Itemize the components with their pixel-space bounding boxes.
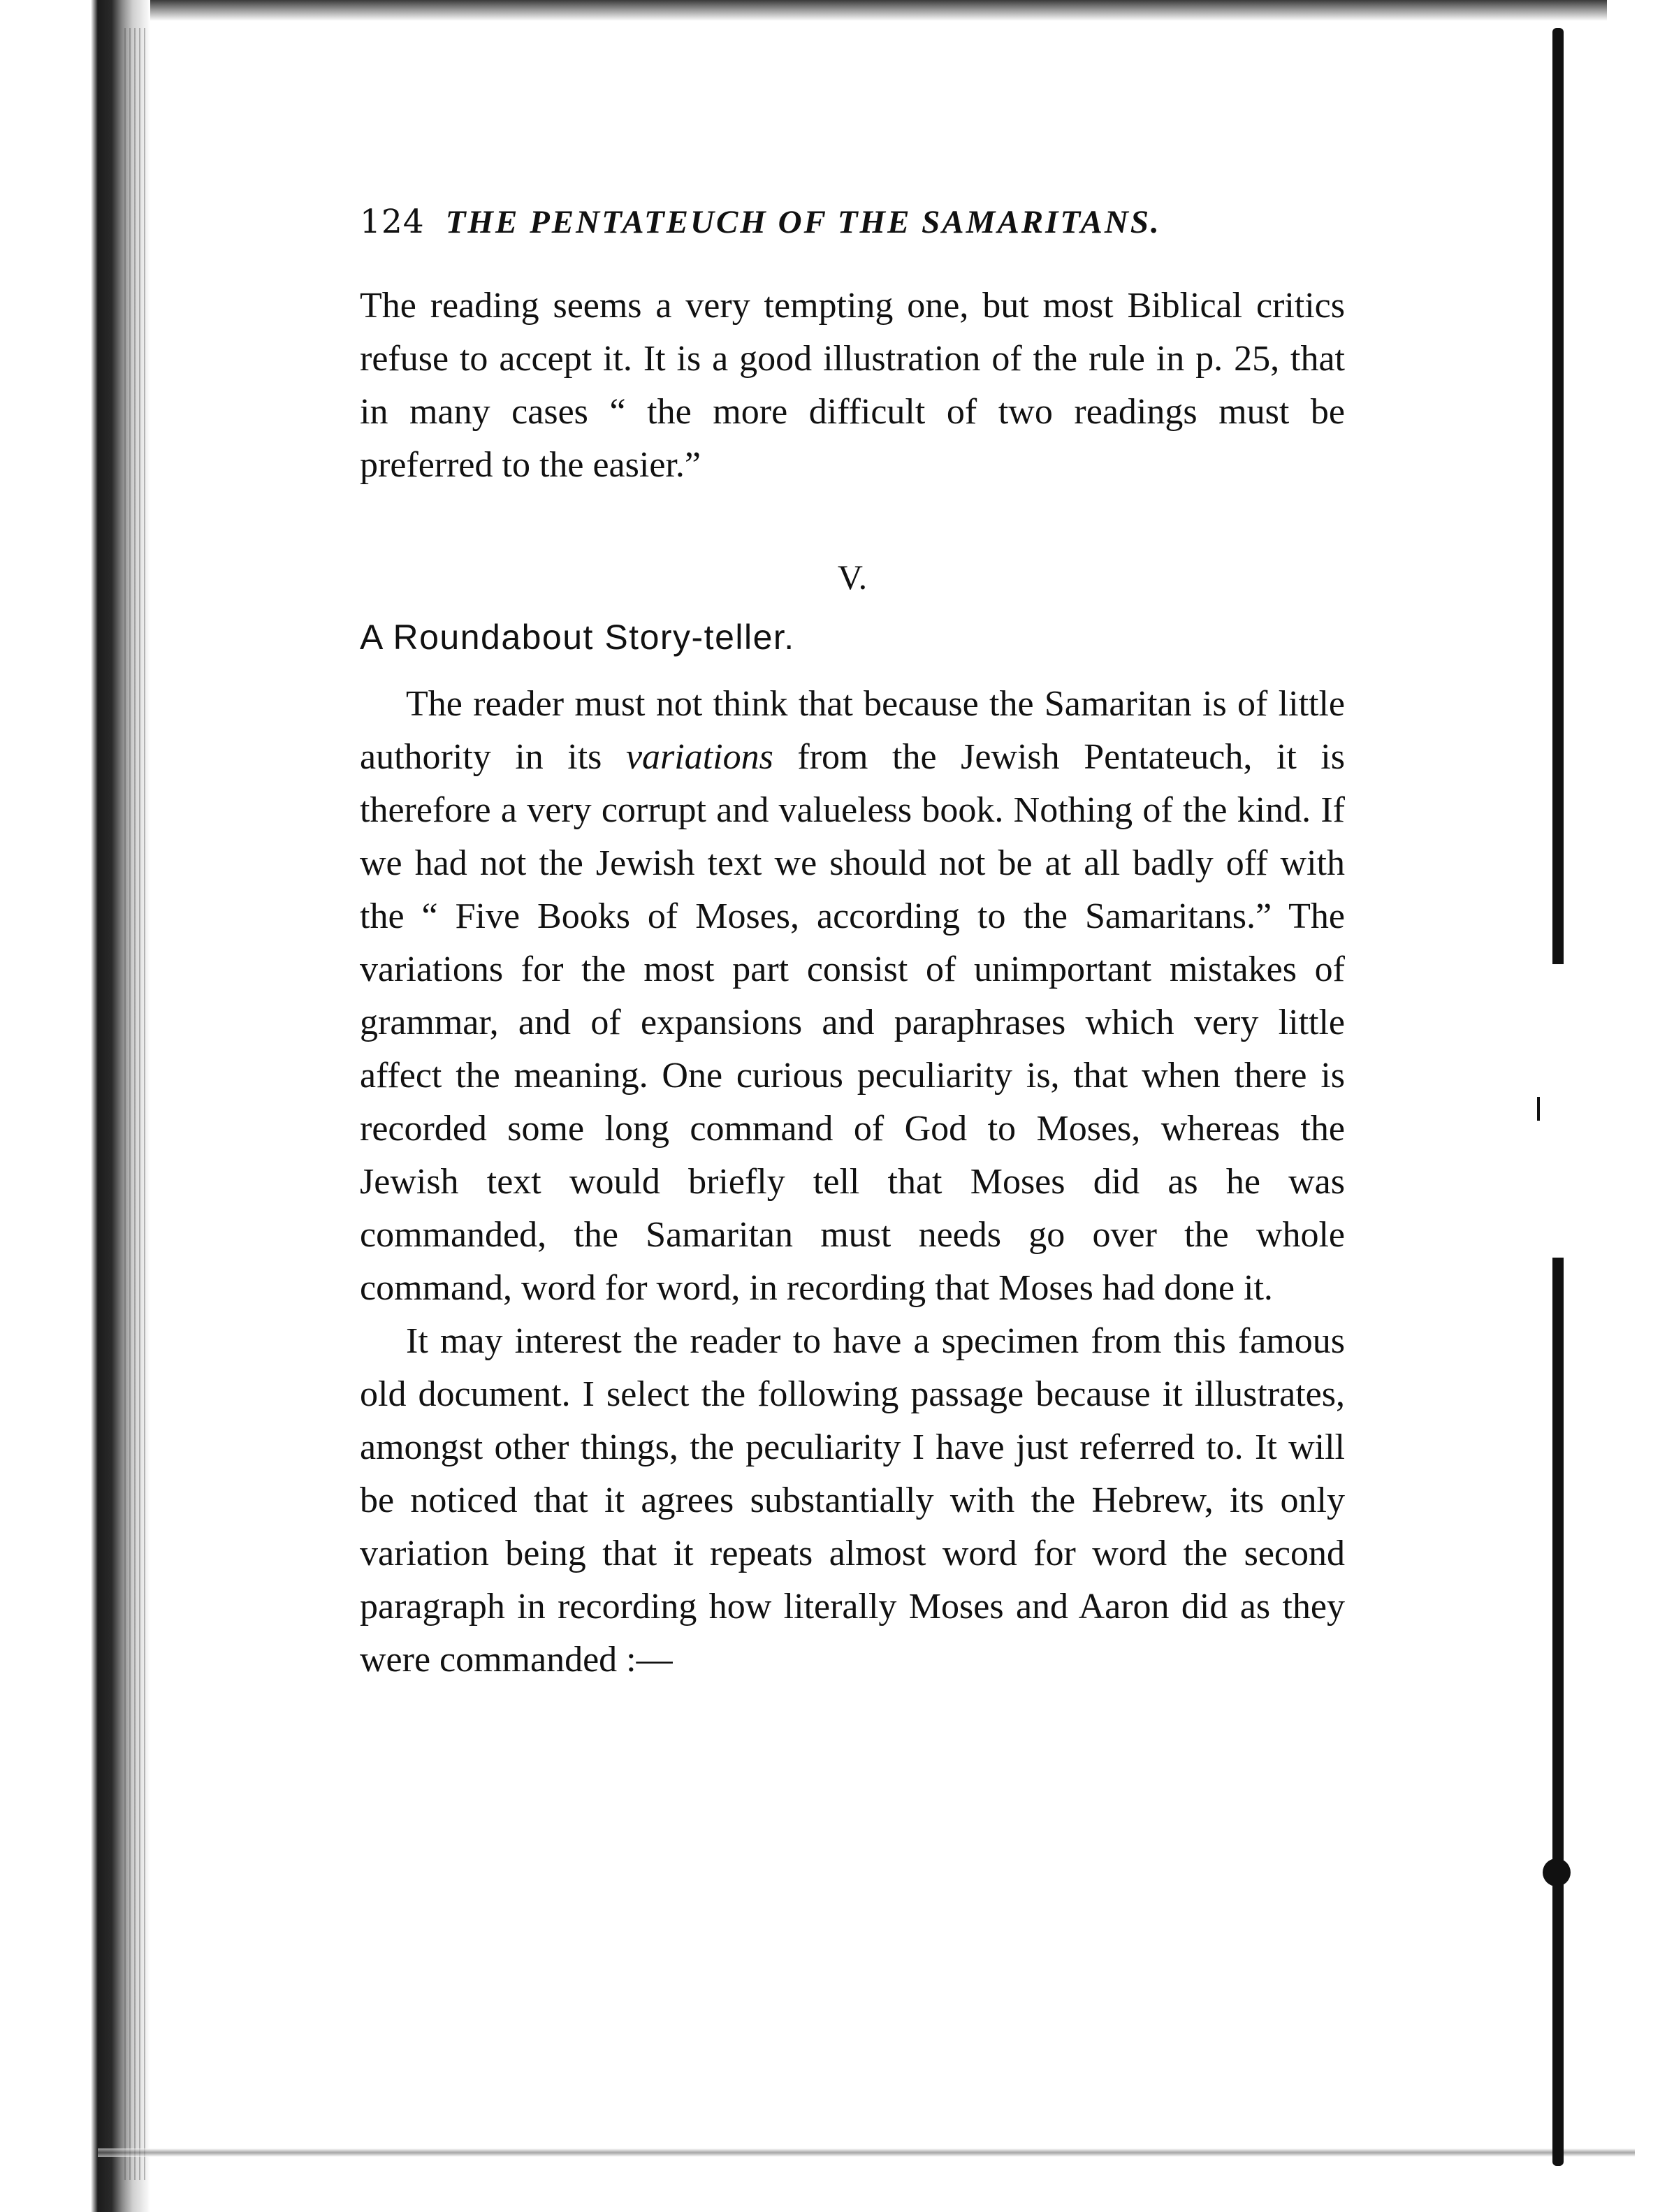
running-head [360,203,1345,279]
right-margin-mark [1537,1097,1540,1121]
paragraph-2-text-a: The reader must not think that because the Samaritan is of little authority in its [360,684,1345,777]
paragraph-1: The reading seems a very tempting one, but most Biblical critics refuse to accept it. It is a good illustration of the rule in p. 25, that in many cases “ the more difficult of two readings must be preferred to the easier.” [360,286,1345,485]
paragraph-2-text-b: from the Jewish Pentateuch, it is therefore a very corrupt and valueless book. Nothing of the kind. If we had not the Jewish text we should not be at all badly off with the “ Five Books of Moses, according to the Samaritans.” The variations for the most part consist of unimportant mistakes of grammar, and of expansions and paraphrases which very little affect the meaning. One curious peculiarity is, that when there is recorded some long command of God to Moses, whereas the Jewish text would briefly tell that Moses did as he was commanded, the Samaritan must needs go over the whole command, word for word, in recording that Moses had done it. [360,737,1345,1308]
page-number: 124 [360,203,425,241]
right-border-gap [1550,964,1566,1258]
section-number: V. [837,558,868,597]
section-title: A Roundabout Story-teller. [360,618,795,657]
book-page [360,203,1345,1687]
running-title: THE PENTATEUCH OF THE SAMARITANS. [445,204,1161,240]
paragraph-3: It may interest the reader to have a specimen from this famous old document. I select the following passage because it illustrates, amongst other things, the peculiarity I have just referred to. It will be noticed that it agrees substantially with the Hebrew, its only variation being that it repeats almost word for word the second paragraph in recording how literally Moses and Aaron did as they were commanded :— [360,1321,1345,1680]
page-bottom-edge [98,2148,1635,2157]
page-top-edge [84,0,1607,21]
paragraph-2 [360,678,1345,1315]
spine-page-edges [124,28,145,2180]
right-border-blot [1543,1858,1571,1886]
paragraph-2-emphasis: variations [625,737,773,777]
